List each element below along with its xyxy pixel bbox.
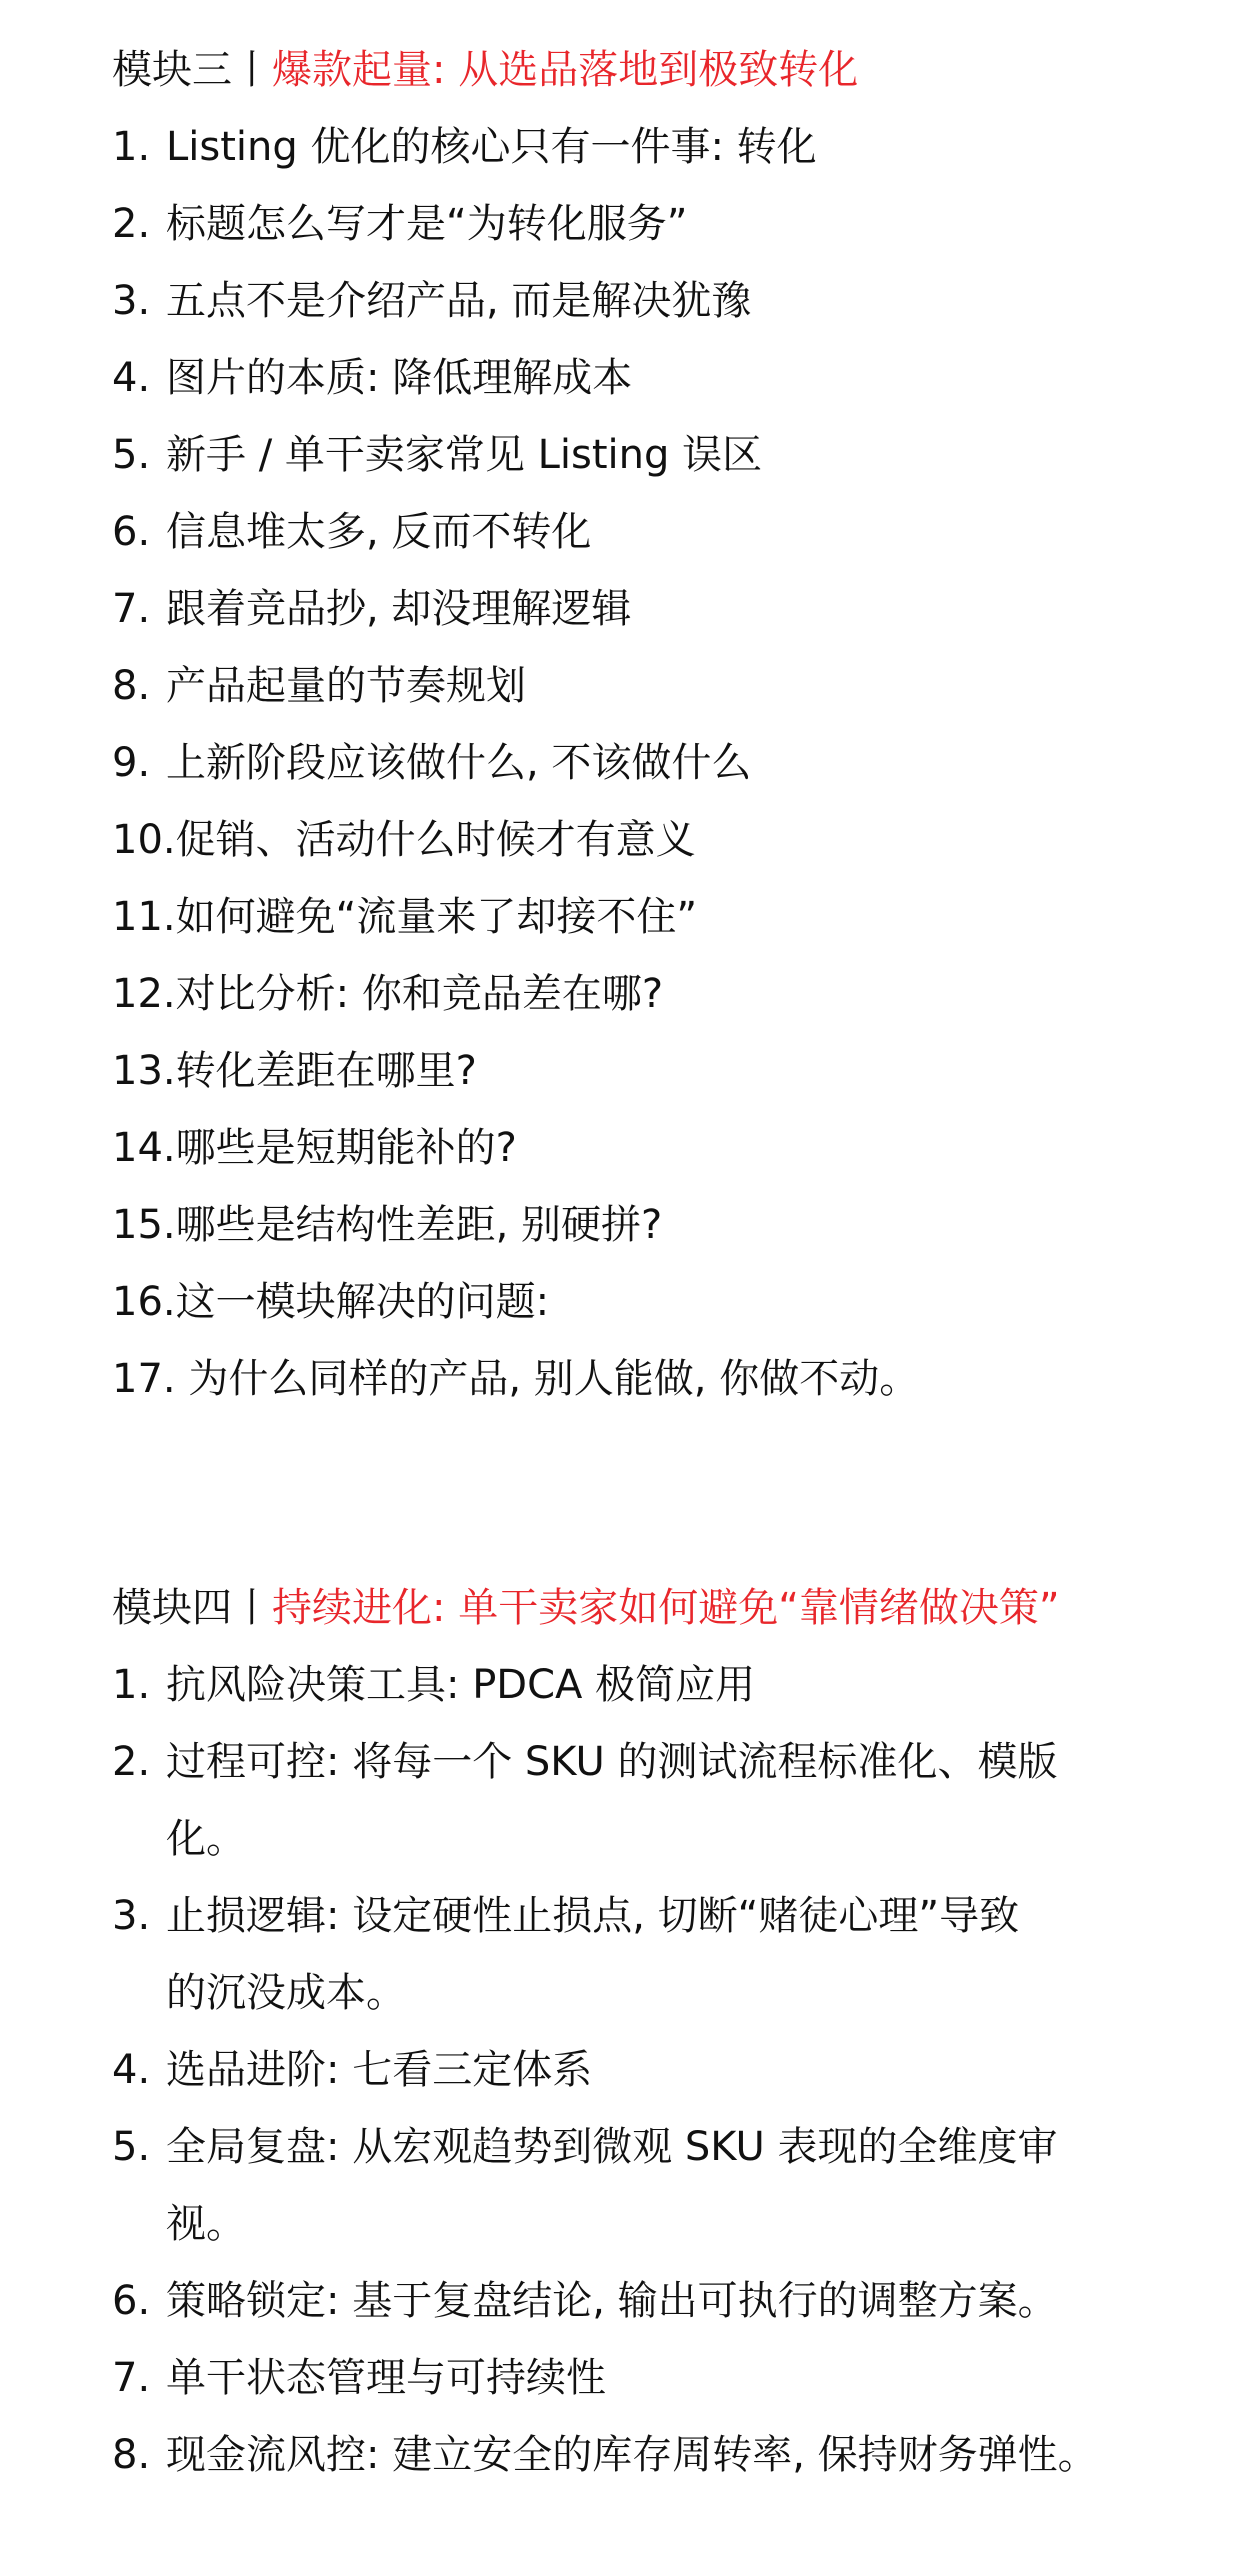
list-item: [112, 508, 591, 556]
list-item: [112, 2354, 606, 2402]
item-text: 单干状态管理与可持续性: [166, 2355, 606, 2401]
item-number: 8.: [112, 663, 151, 709]
item-number: 16.: [112, 1279, 176, 1325]
item-text: 哪些是短期能补的?: [175, 1125, 517, 1171]
item-text: 上新阶段应该做什么, 不该做什么: [166, 740, 752, 786]
list-item: [112, 2277, 1058, 2325]
item-number: 12.: [112, 971, 176, 1017]
item-text: 为什么同样的产品, 别人能做, 你做不动。: [175, 1356, 920, 1402]
list-item: [112, 585, 631, 633]
list-item-continuation: 化。: [166, 1816, 246, 1862]
item-number: 3.: [112, 278, 151, 324]
list-item: [112, 277, 751, 325]
item-text: 标题怎么写才是“为转化服务”: [166, 201, 688, 247]
item-text: 促销、活动什么时候才有意义: [175, 817, 696, 863]
list-item: [112, 1124, 517, 1172]
item-text: 新手 / 单干卖家常见 Listing 误区: [166, 432, 763, 478]
item-number: 10.: [112, 817, 176, 863]
item-text: 全局复盘: 从宏观趋势到微观 SKU 表现的全维度审: [166, 2124, 1058, 2170]
list-item: [112, 431, 762, 479]
list-item: [112, 662, 526, 710]
item-number: 4.: [112, 355, 151, 401]
item-text: 现金流风控: 建立安全的库存周转率, 保持财务弹性。: [166, 2432, 1098, 2478]
list-item: [112, 1738, 1057, 1786]
item-number: 4.: [112, 2047, 151, 2093]
list-item: [112, 816, 696, 864]
list-item: [112, 1892, 1019, 1940]
module3-title: [112, 46, 858, 94]
list-item: [112, 893, 697, 941]
item-number: 7.: [112, 586, 151, 632]
item-number: 1.: [112, 1662, 151, 1708]
item-text: 抗风险决策工具: PDCA 极简应用: [166, 1662, 756, 1708]
list-item: [112, 354, 632, 402]
module3-title-prefix: 模块三丨: [112, 47, 272, 93]
list-item: [112, 1355, 919, 1403]
list-item-continuation: 视。: [166, 2201, 246, 2247]
item-text: 过程可控: 将每一个 SKU 的测试流程标准化、模版: [166, 1739, 1058, 1785]
item-text: 哪些是结构性差距, 别硬拼?: [175, 1202, 663, 1248]
item-text: 五点不是介绍产品, 而是解决犹豫: [166, 278, 752, 324]
item-number: 6.: [112, 2278, 151, 2324]
item-number: 15.: [112, 1202, 176, 1248]
item-number: 2.: [112, 1739, 151, 1785]
list-item-continuation: 的沉没成本。: [166, 1970, 406, 2016]
item-text: 产品起量的节奏规划: [166, 663, 526, 709]
list-item: [112, 200, 687, 248]
item-number: 1.: [112, 124, 151, 170]
item-number: 14.: [112, 1125, 176, 1171]
item-number: 8.: [112, 2432, 151, 2478]
list-item: [112, 2123, 1057, 2171]
item-number: 13.: [112, 1048, 176, 1094]
item-number: 3.: [112, 1893, 151, 1939]
item-text: 转化差距在哪里?: [175, 1048, 477, 1094]
item-text: 图片的本质: 降低理解成本: [166, 355, 633, 401]
item-text: 这一模块解决的问题:: [175, 1279, 550, 1325]
item-number: 9.: [112, 740, 151, 786]
module4-title-highlight: 持续进化: 单干卖家如何避免“靠情绪做决策”: [272, 1585, 1060, 1631]
list-item: [112, 123, 817, 171]
item-number: 6.: [112, 509, 151, 555]
item-number: 5.: [112, 432, 151, 478]
item-text: Listing 优化的核心只有一件事: 转化: [166, 124, 817, 170]
item-text: 信息堆太多, 反而不转化: [166, 509, 592, 555]
list-item: [112, 2046, 592, 2094]
list-item: [112, 1201, 662, 1249]
item-text: 对比分析: 你和竞品差在哪?: [175, 971, 664, 1017]
module3-title-highlight: 爆款起量: 从选品落地到极致转化: [272, 47, 859, 93]
module4-title-prefix: 模块四丨: [112, 1585, 272, 1631]
list-item: [112, 1047, 477, 1095]
item-text: 策略锁定: 基于复盘结论, 输出可执行的调整方案。: [166, 2278, 1058, 2324]
module4-title: [112, 1584, 1060, 1632]
list-item: [112, 2431, 1098, 2479]
list-item: [112, 1661, 755, 1709]
item-number: 7.: [112, 2355, 151, 2401]
list-item: [112, 970, 663, 1018]
list-item: [112, 1278, 549, 1326]
item-number: 17.: [112, 1356, 176, 1402]
item-text: 如何避免“流量来了却接不住”: [175, 894, 698, 940]
item-number: 2.: [112, 201, 151, 247]
list-item: [112, 739, 751, 787]
item-number: 11.: [112, 894, 176, 940]
item-text: 跟着竞品抄, 却没理解逻辑: [166, 586, 632, 632]
item-text: 选品进阶: 七看三定体系: [166, 2047, 593, 2093]
item-number: 5.: [112, 2124, 151, 2170]
item-text: 止损逻辑: 设定硬性止损点, 切断“赌徒心理”导致: [166, 1893, 1020, 1939]
